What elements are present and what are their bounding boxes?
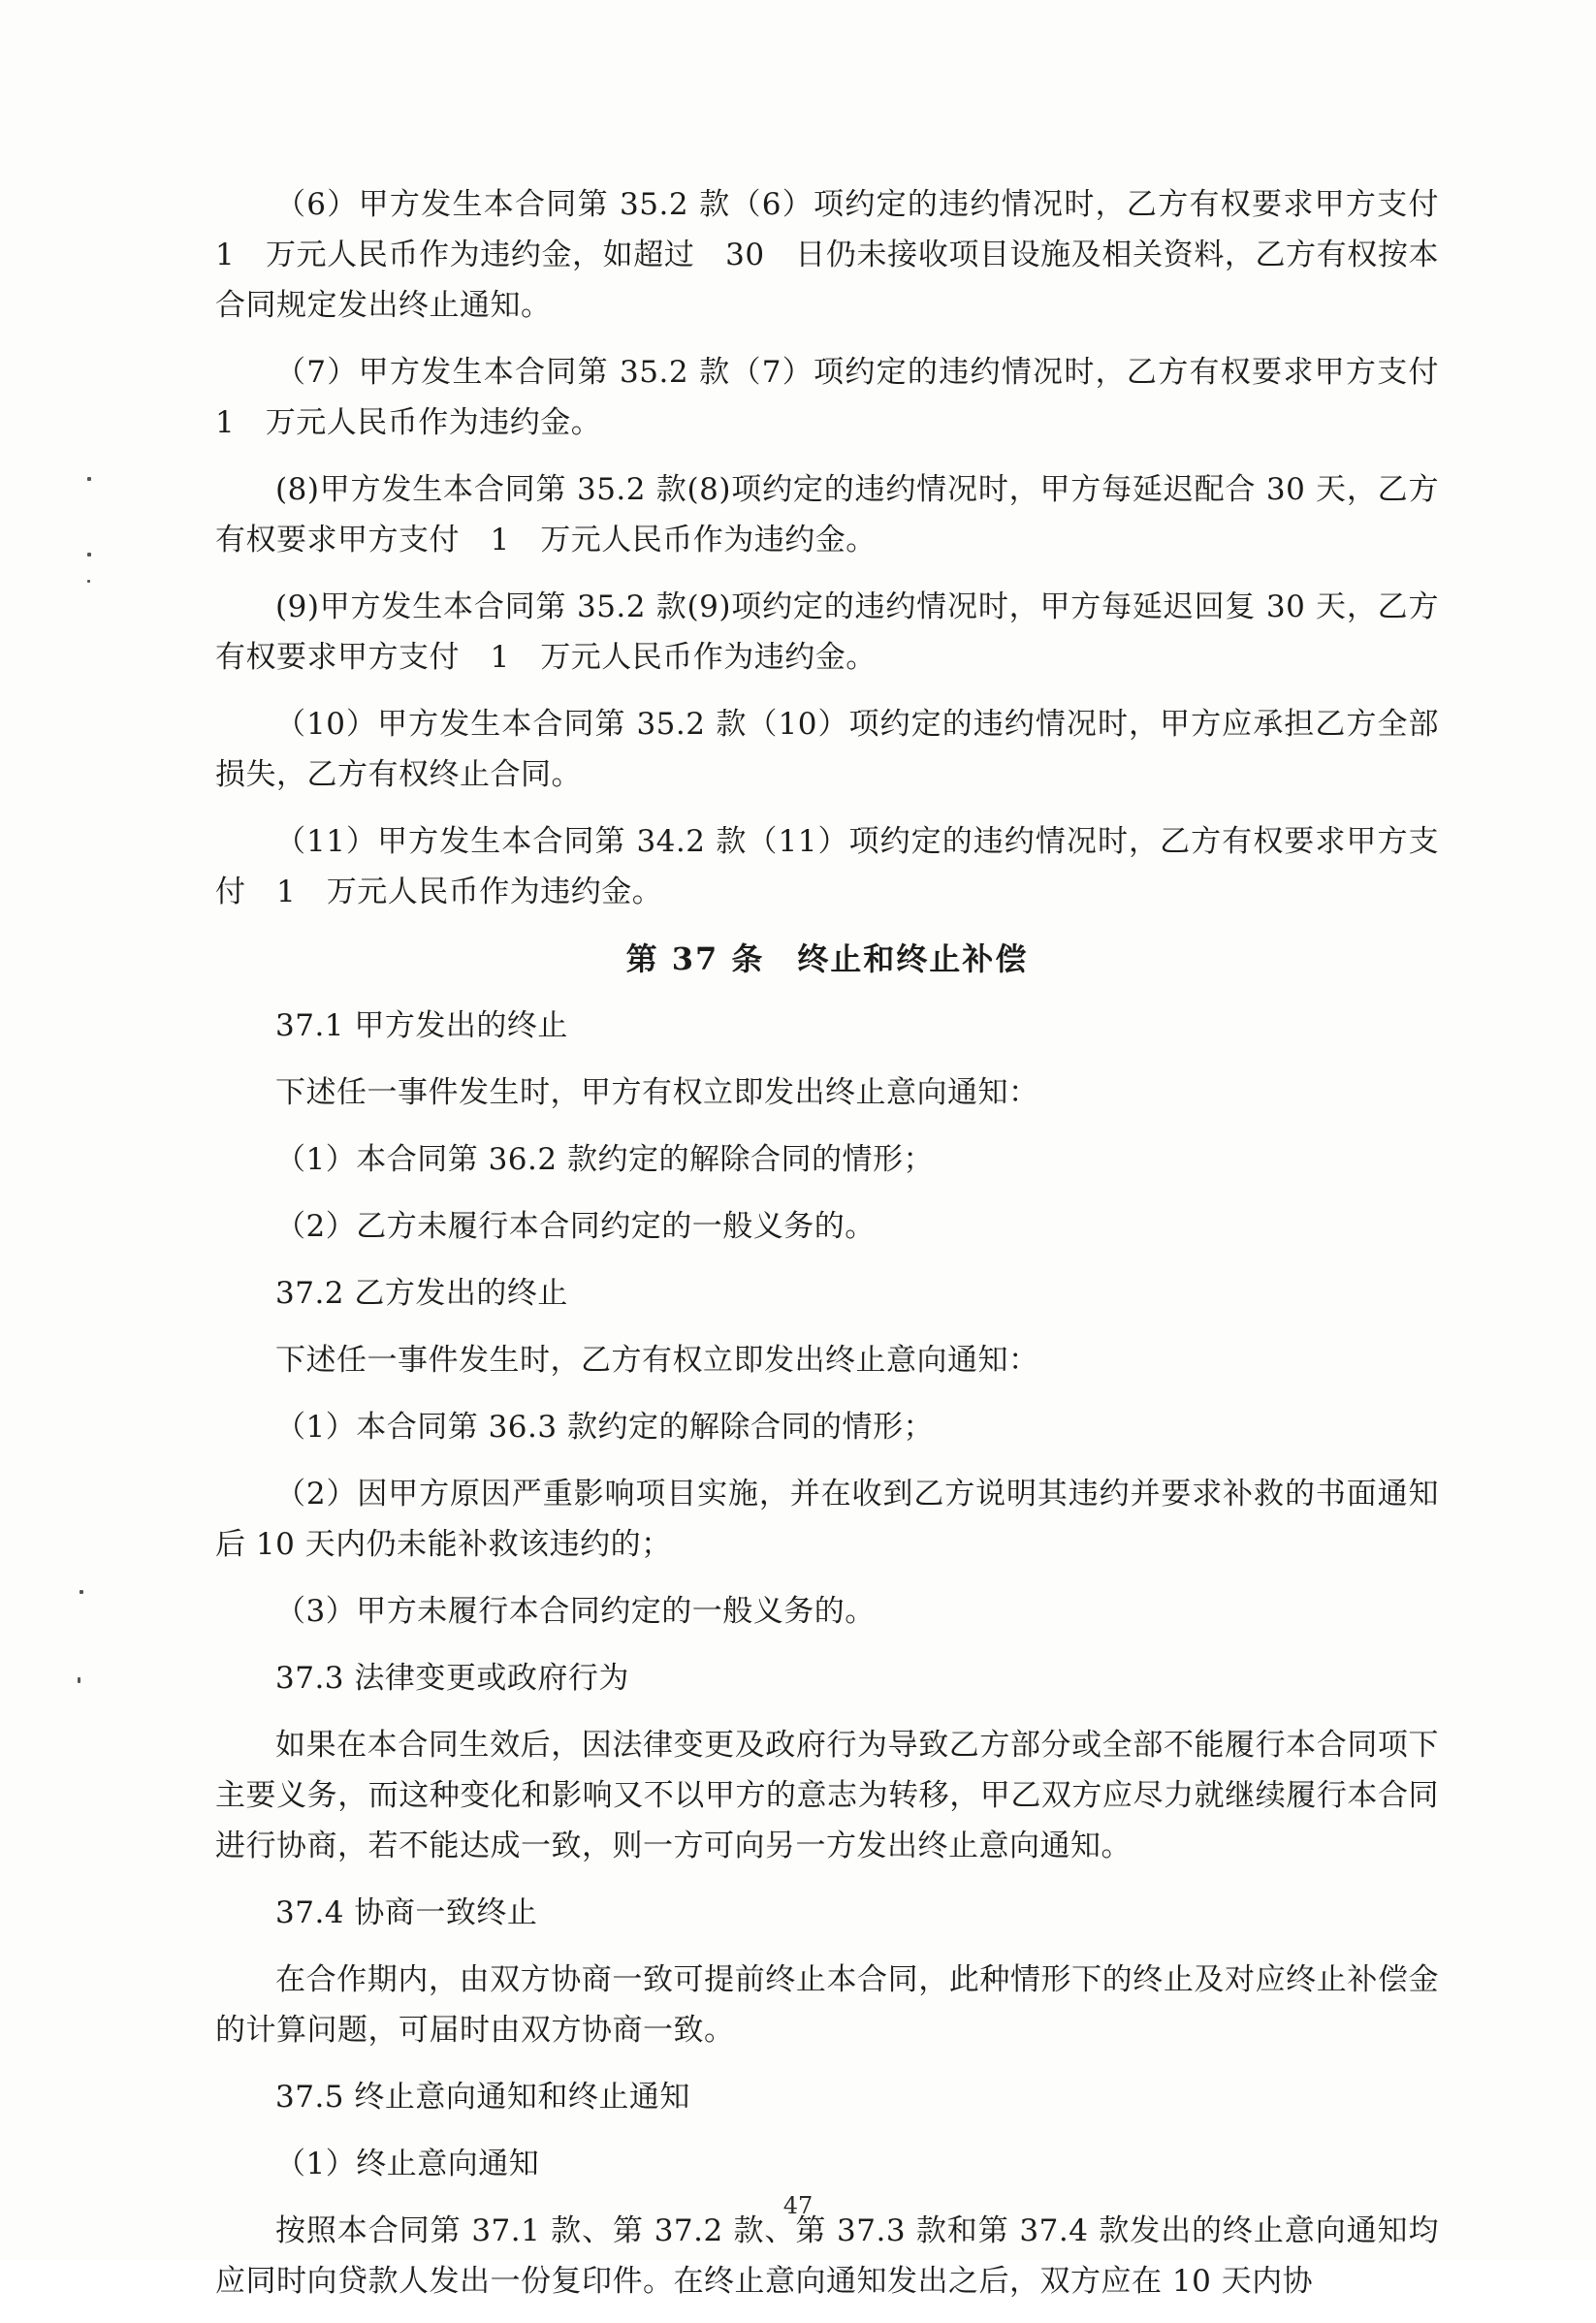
document-body (215, 179, 1470, 2323)
clause-list-item: （1）本合同第 36.3 款约定的解除合同的情形； (275, 1410, 934, 1445)
section-title: 37.4 协商一致终止 (275, 1895, 538, 1930)
scan-speck (78, 1677, 80, 1683)
clause-list-item: （2）乙方未履行本合同约定的一般义务的。 (275, 1209, 876, 1244)
clause-paragraph: (9)甲方发生本合同第 35.2 款(9)项约定的违约情况时，甲方每延迟回复 30 天，乙方有权要求甲方支付 1 万元人民币作为违约金。 (215, 589, 1439, 675)
clause-paragraph: （10）甲方发生本合同第 35.2 款（10）项约定的违约情况时，甲方应承担乙方全部损失，乙方有权终止合同。 (215, 707, 1439, 792)
clause-paragraph: （11）甲方发生本合同第 34.2 款（11）项约定的违约情况时，乙方有权要求甲方支付 1 万元人民币作为违约金。 (215, 824, 1439, 909)
scan-speck (87, 553, 91, 557)
clause-paragraph: 如果在本合同生效后，因法律变更及政府行为导致乙方部分或全部不能履行本合同项下主要义务，而这种变化和影响又不以甲方的意志为转移，甲乙双方应尽力就继续履行本合同进行协商，若不能达成一致，则一方可向另一方发出终止意向通知。 (215, 1728, 1439, 1863)
section-title: 37.2 乙方发出的终止 (275, 1276, 568, 1311)
section-title: 37.1 甲方发出的终止 (275, 1008, 568, 1043)
scan-speck (87, 477, 91, 481)
scan-speck (87, 580, 90, 583)
clause-paragraph: (8)甲方发生本合同第 35.2 款(8)项约定的违约情况时，甲方每延迟配合 30 天，乙方有权要求甲方支付 1 万元人民币作为违约金。 (215, 472, 1439, 557)
section-title: 37.5 终止意向通知和终止通知 (275, 2080, 690, 2115)
clause-paragraph: 下述任一事件发生时，甲方有权立即发出终止意向通知： (275, 1075, 1039, 1110)
clause-list-item: （1）本合同第 36.2 款约定的解除合同的情形； (275, 1142, 934, 1177)
scan-speck (80, 1590, 83, 1594)
clause-list-item: （1）终止意向通知 (275, 2147, 540, 2181)
clause-paragraph: 在合作期内，由双方协商一致可提前终止本合同，此种情形下的终止及对应终止补偿金的计算问题，可届时由双方协商一致。 (215, 1962, 1439, 2048)
clause-paragraph: （6）甲方发生本合同第 35.2 款（6）项约定的违约情况时，乙方有权要求甲方支付 1 万元人民币作为违约金，如超过 30 日仍未接收项目设施及相关资料，乙方有权按本合同规定发出终止通知。 (215, 187, 1470, 323)
clause-list-item: （2）因甲方原因严重影响项目实施，并在收到乙方说明其违约并要求补救的书面通知后 10 天内仍未能补救该违约的； (215, 1477, 1439, 1562)
clause-paragraph: （7）甲方发生本合同第 35.2 款（7）项约定的违约情况时，乙方有权要求甲方支付 1 万元人民币作为违约金。 (215, 355, 1470, 440)
clause-list-item: （3）甲方未履行本合同约定的一般义务的。 (275, 1594, 876, 1629)
article-heading: 第 37 条 终止和终止补偿 (625, 940, 1029, 977)
page-number: 47 (782, 2192, 814, 2219)
clause-paragraph: 下述任一事件发生时，乙方有权立即发出终止意向通知： (275, 1343, 1039, 1378)
section-title: 37.3 法律变更或政府行为 (275, 1661, 629, 1696)
clause-paragraph: 按照本合同第 37.1 款、第 37.2 款、第 37.3 款和第 37.4 款发出的终止意向通知均应同时向贷款人发出一份复印件。在终止意向通知发出之后，双方应在 10 天内协 (215, 2213, 1439, 2299)
